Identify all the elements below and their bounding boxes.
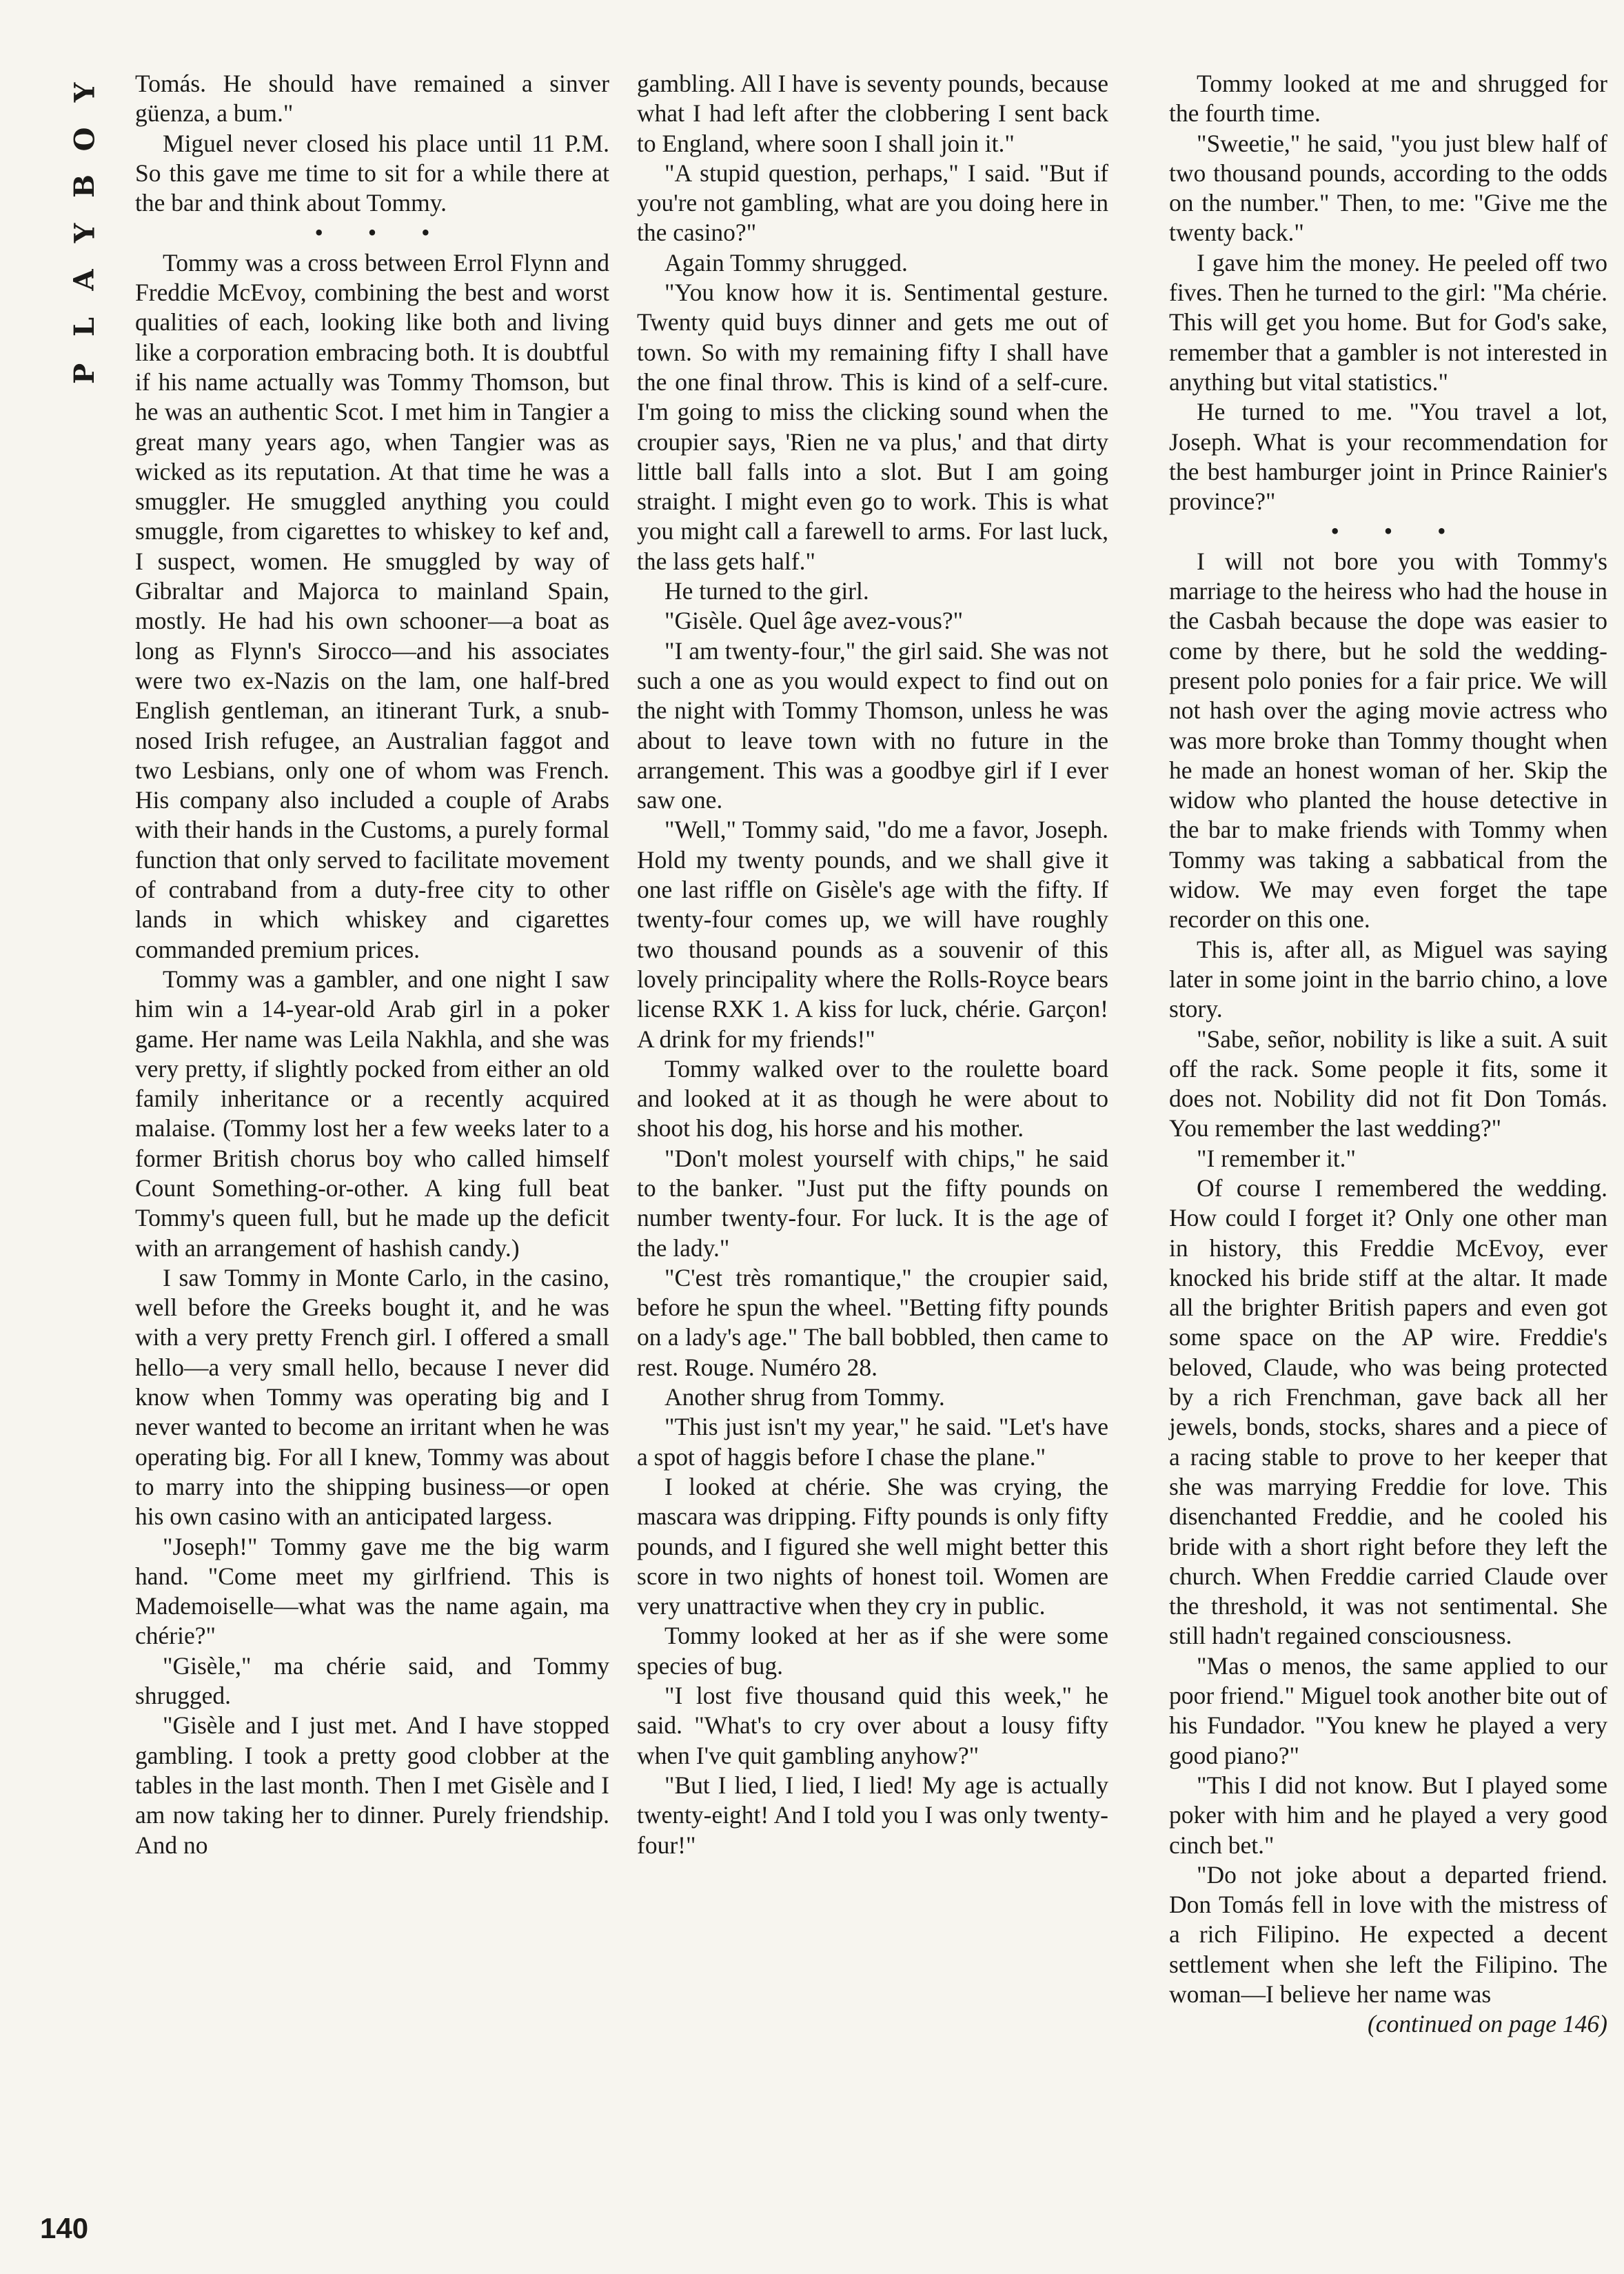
paragraph: Of course I remembered the wedding. How could I forget it? Only one other man in history, this Freddie McEvoy, ever knocked his bride stiff at the altar. It made all the brighter British papers and even got some space on the AP wire. Freddie's beloved, Claude, who was being protected by a rich Frenchman, gave back all her jewels, bonds, stocks, shares and a piece of a racing stable to prove to her keeper that she was marrying Freddie for love. This disenchanted Freddie, and he cooled his bride with a short right before they left the church. When Freddie carried Claude over the threshold, it was not sentimental. She still hadn't regained consciousness. bbox=[1169, 1174, 1607, 1650]
paragraph: I gave him the money. He peeled off two fives. Then he turned to the girl: "Ma chérie. This will get you home. But for God's sake, remember that a gambler is not interested in anything but vital statistics." bbox=[1169, 248, 1607, 396]
paragraph: I looked at chérie. She was crying, the mascara was dripping. Fifty pounds is only fifty pounds, and I figured she well might better this score in two nights of honest toil. Women are very unattractive when they cry in public. bbox=[637, 1472, 1108, 1620]
paragraph: "I lost five thousand quid this week," he said. "What's to cry over about a lousy fifty when I've quit gambling anyhow?" bbox=[637, 1682, 1108, 1769]
paragraph: Tommy was a cross between Errol Flynn and Freddie McEvoy, combining the best and worst qualities of each, looking like both and living like a corporation embracing both. It is doubtful if his name actually was Tommy Thomson, but he was an authentic Scot. I met him in Tangier a great many years ago, when Tangier was as wicked as its reputation. At that time he was a smuggler. He smuggled anything you could smuggle, from cigarettes to whiskey to kef and, I suspect, women. He smuggled by way of Gibraltar and Majorca to mainland Spain, mostly. He had his own schooner—a boat as long as Flynn's Sirocco—and his associates were two ex-Nazis on the lam, one half-bred English gentleman, an itinerant Turk, a snub-nosed Irish refugee, an Australian faggot and two Lesbians, only one of whom was French. His company also included a couple of Arabs with their hands in the Customs, a purely formal function that only served to facilitate movement of contraband from a duty-free city to other lands in which whiskey and cigarettes commanded premium prices. bbox=[135, 248, 609, 963]
section-break: • • • bbox=[314, 219, 449, 247]
paragraph: "I remember it." bbox=[1197, 1144, 1357, 1172]
paragraph: "I am twenty-four," the girl said. She was not such a one as you would expect to find out on the night with Tommy Thomson, unless he was about to leave town with no future in the arrangement. This was a goodbye girl if I ever saw one. bbox=[637, 636, 1108, 814]
text-column-2 bbox=[637, 69, 1108, 1860]
text-column-3 bbox=[1169, 69, 1607, 2040]
running-title-letter: Y bbox=[68, 223, 101, 243]
running-title-letter: P bbox=[68, 363, 101, 385]
paragraph: Tomás. He should have remained a sinver güenza, a bum." bbox=[135, 70, 609, 128]
paragraph: "Sabe, señor, nobility is like a suit. A suit off the rack. Some people it fits, some it does not. Nobility did not fit Don Tomás. You remember the last wedding?" bbox=[1169, 1025, 1607, 1143]
text-column-1 bbox=[135, 69, 609, 1860]
running-title-letter: A bbox=[68, 269, 101, 291]
running-title-letter: B bbox=[68, 174, 101, 198]
paragraph: He turned to me. "You travel a lot, Joseph. What is your recommendation for the best hamburger joint in Prince Rainier's province?" bbox=[1169, 398, 1607, 516]
magazine-running-title bbox=[69, 69, 101, 397]
paragraph: I saw Tommy in Monte Carlo, in the casino, well before the Greeks bought it, and he was with a very pretty French girl. I offered a small hello—a very small hello, because I never did know when Tommy was operating big and I never wanted to become an irritant when he was operating big. For all I knew, Tommy was about to marry into the shipping business—or open his own casino with an anticipated largess. bbox=[135, 1263, 609, 1531]
paragraph: Tommy was a gambler, and one night I saw him win a 14-year-old Arab girl in a poker game. Her name was Leila Nakhla, and she was very pretty, if slightly pocked from either an old family inheritance or a recently acquired malaise. (Tommy lost her a few weeks later to a former British chorus boy who called himself Count Something-or-other. A king full beat Tommy's queen full, but he made up the deficit with an arrangement of hashish candy.) bbox=[135, 965, 609, 1262]
running-title-letter: O bbox=[68, 127, 101, 152]
paragraph: "Gisèle," ma chérie said, and Tommy shrugged. bbox=[135, 1651, 609, 1710]
paragraph: "C'est très romantique," the croupier said, before he spun the wheel. "Betting fifty pounds on a lady's age." The ball bobbled, then came to rest. Rouge. Numéro 28. bbox=[637, 1263, 1108, 1381]
paragraph: "Gisèle. Quel âge avez-vous?" bbox=[664, 607, 964, 635]
paragraph: "Don't molest yourself with chips," he said to the banker. "Just put the fifty pounds on number twenty-four. For luck. It is the age of the lady." bbox=[637, 1144, 1108, 1262]
section-break: • • • bbox=[1330, 517, 1465, 545]
paragraph: Miguel never closed his place until 11 P.M. So this gave me time to sit for a while there at the bar and think about Tommy. bbox=[135, 129, 609, 217]
paragraph: Tommy walked over to the roulette board and looked at it as though he were about to shoot his dog, his horse and his mother. bbox=[637, 1054, 1108, 1143]
paragraph: gambling. All I have is seventy pounds, because what I had left after the clobbering I sent back to England, where soon I shall join it." bbox=[637, 70, 1108, 157]
paragraph: This is, after all, as Miguel was saying later in some joint in the barrio chino, a love story. bbox=[1169, 935, 1607, 1023]
running-title-letter: L bbox=[68, 316, 101, 337]
paragraph: Again Tommy shrugged. bbox=[664, 248, 908, 276]
paragraph: "This just isn't my year," he said. "Let's have a spot of haggis before I chase the plane." bbox=[637, 1413, 1108, 1471]
paragraph: Tommy looked at me and shrugged for the fourth time. bbox=[1169, 70, 1607, 128]
paragraph: Another shrug from Tommy. bbox=[664, 1383, 945, 1411]
paragraph: "Mas o menos, the same applied to our poor friend." Miguel took another bite out of his Fundador. "You knew he played a very good piano?" bbox=[1169, 1651, 1607, 1769]
paragraph: "A stupid question, perhaps," I said. "But if you're not gambling, what are you doing here in the casino?" bbox=[637, 159, 1108, 247]
paragraph: "You know how it is. Sentimental gesture. Twenty quid buys dinner and gets me out of town. So with my remaining fifty I shall have the one final throw. This is kind of a self-cure. I'm going to miss the clicking sound when the croupier says, 'Rien ne va plus,' and that dirty little ball falls into a slot. But I am going straight. I might even go to work. This is what you might call a farewell to arms. For last luck, the lass gets half." bbox=[637, 279, 1108, 575]
paragraph: "This I did not know. But I played some poker with him and he played a very good cinch bet." bbox=[1169, 1771, 1607, 1859]
paragraph: I will not bore you with Tommy's marriage to the heiress who had the house in the Casbah because the dope was easier to come by there, but he sold the wedding-present polo ponies for a fair price. We will not hash over the aging movie actress who was more broke than Tommy thought when he made an honest woman of her. Skip the widow who planted the house detective in the bar to make friends with Tommy when Tommy was taking a sabbatical from the widow. We may even forget the tape recorder on this one. bbox=[1169, 547, 1607, 934]
paragraph: "But I lied, I lied, I lied! My age is actually twenty-eight! And I told you I was only twenty-four!" bbox=[637, 1771, 1108, 1859]
paragraph: "Do not joke about a departed friend. Don Tomás fell in love with the mistress of a rich Filipino. He expected a decent settlement when she left the Filipino. The woman—I believe her name was bbox=[1169, 1860, 1607, 2008]
running-title-letter: Y bbox=[68, 82, 101, 103]
paragraph: "Sweetie," he said, "you just blew half of two thousand pounds, according to the odds on the number." Then, to me: "Give me the twenty back." bbox=[1169, 129, 1607, 247]
paragraph: "Well," Tommy said, "do me a favor, Joseph. Hold my twenty pounds, and we shall give it one last riffle on Gisèle's age with the fifty. If twenty-four comes up, we will have roughly two thousand pounds as a souvenir of this lovely principality where the Rolls-Royce bears license RXK 1. A kiss for luck, chérie. Garçon! A drink for my friends!" bbox=[637, 816, 1108, 1053]
page-number: 140 bbox=[40, 2212, 89, 2244]
paragraph: "Gisèle and I just met. And I have stopped gambling. I took a pretty good clobber at the tables in the last month. Then I met Gisèle and I am now taking her to dinner. Purely friendship. And no bbox=[135, 1711, 609, 1859]
paragraph: He turned to the girl. bbox=[664, 577, 869, 605]
continuation-note: (continued on page 146) bbox=[1367, 2010, 1607, 2038]
paragraph: Tommy looked at her as if she were some species of bug. bbox=[637, 1622, 1108, 1680]
paragraph: "Joseph!" Tommy gave me the big warm hand. "Come meet my girlfriend. This is Mademoiselle—what was the name again, ma chérie?" bbox=[135, 1532, 609, 1650]
